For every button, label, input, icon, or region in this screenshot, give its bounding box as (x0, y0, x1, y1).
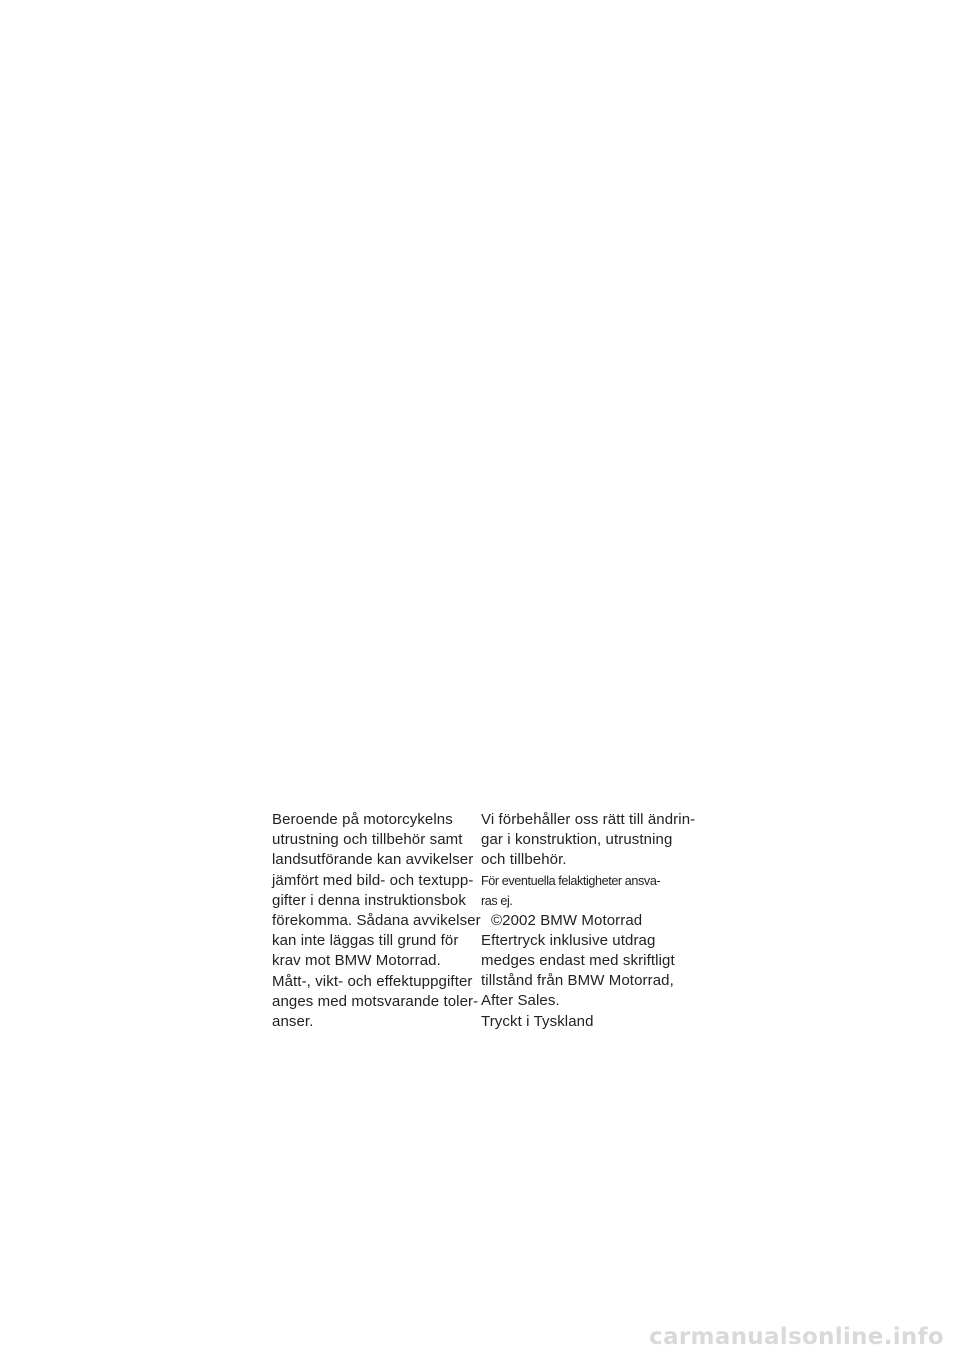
text-line: landsutförande kan avvikelser (272, 851, 474, 869)
text-line: After Sales. (481, 992, 560, 1010)
text-line: Vi förbehåller oss rätt till ändrin- (481, 811, 696, 828)
disclaimer-line: För eventuella felaktigheter ansva- (481, 873, 661, 888)
text-line: tillstånd från BMW Motorrad, (481, 972, 674, 990)
watermark-text: carmanualsonline.info (649, 1324, 944, 1350)
text-line: utrustning och tillbehör samt (272, 831, 463, 849)
text-line: och tillbehör. (481, 851, 567, 869)
text-line: Tryckt i Tyskland (481, 1012, 594, 1030)
text-line: Eftertryck inklusive utdrag (481, 931, 656, 949)
text-line: förekomma. Sådana avvikelser (272, 912, 481, 930)
text-line: Beroende på motorcykelns (272, 811, 453, 828)
text-line: anser. (272, 1013, 314, 1031)
text-line: jämfört med bild- och textupp- (272, 871, 474, 889)
text-line: krav mot BMW Motorrad. (272, 952, 441, 970)
text-line: medges endast med skriftligt (481, 952, 675, 970)
left-text-column (272, 810, 481, 1032)
disclaimer-line: ras ej. (481, 893, 513, 908)
text-line: gifter i denna instruktionsbok (272, 891, 466, 909)
text-line: Mått-, vikt- och effektuppgifter (272, 972, 473, 990)
right-text-column (481, 810, 696, 1032)
text-line: anges med motsvarande toler- (272, 992, 479, 1010)
text-line: kan inte läggas till grund för (272, 932, 459, 950)
copyright-line: ©2002 BMW Motorrad (491, 911, 643, 929)
text-line: gar i konstruktion, utrustning (481, 831, 673, 849)
